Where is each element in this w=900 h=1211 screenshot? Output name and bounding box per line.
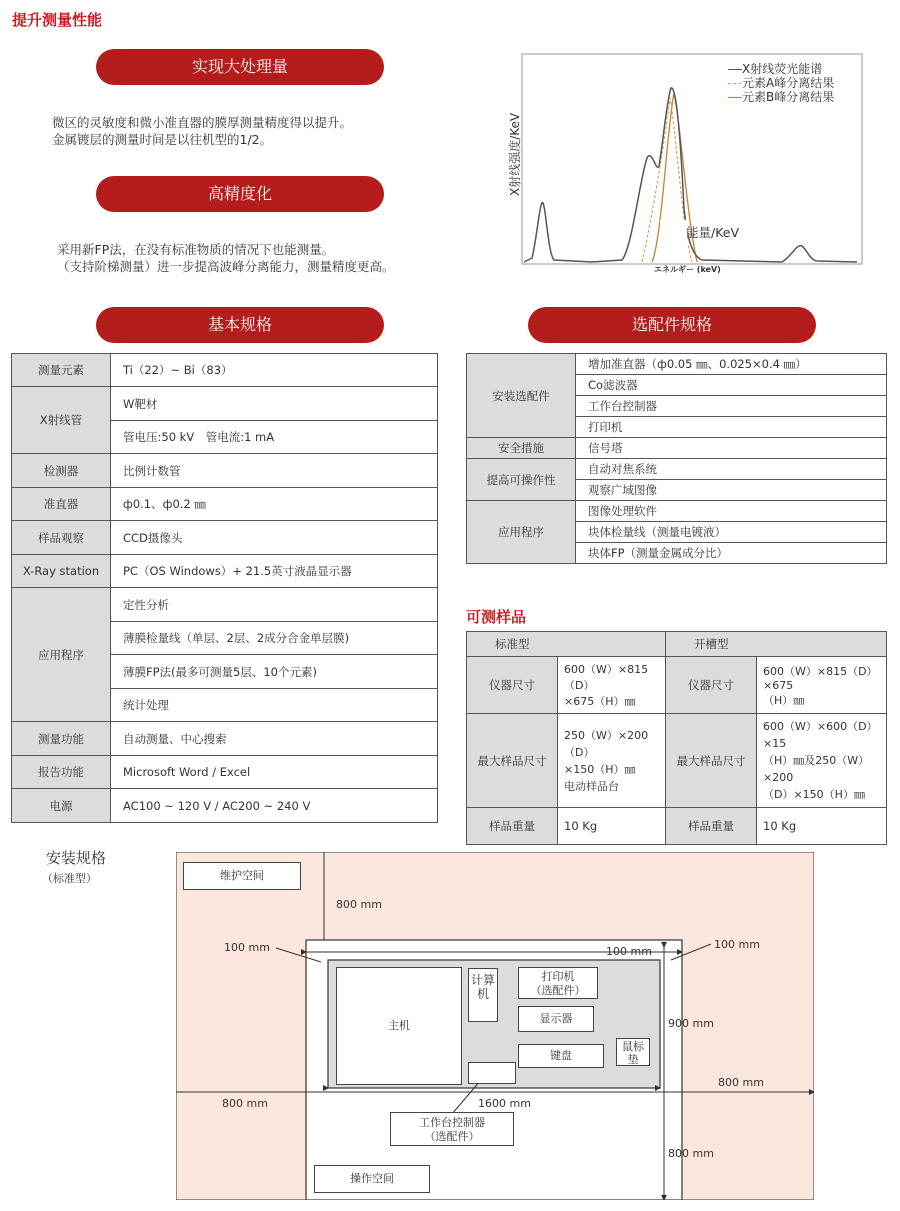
table-row <box>467 632 887 657</box>
spec-label: 准直器 <box>12 488 111 521</box>
stage-controller: 工作台控制器 （选配件） <box>390 1112 514 1146</box>
dim-left-100: 100 mm <box>224 941 270 954</box>
install-subheading: （标准型） <box>42 872 97 885</box>
table-row <box>467 501 887 522</box>
dim-top-800: 800 mm <box>336 898 382 911</box>
sample-label: 最大样品尺寸 <box>467 714 558 808</box>
install-heading: 安装规格 <box>46 849 107 867</box>
spec-label: 样品观察 <box>12 521 111 555</box>
samples-table <box>466 631 887 845</box>
sample-slot-value: 10 Kg <box>757 808 887 845</box>
spec-value: 工作台控制器 <box>576 396 887 417</box>
sample-label: 仪器尺寸 <box>666 657 757 714</box>
install-diagram <box>176 852 814 1200</box>
main-unit: 主机 <box>336 967 462 1085</box>
maintenance-space: 维护空间 <box>183 862 301 890</box>
spec-label: 应用程序 <box>467 501 576 564</box>
spec-value: 薄膜检量线（单层、2层、2成分合金单层膜) <box>111 622 438 655</box>
dim-bottom-800: 800 mm <box>668 1147 714 1160</box>
table-row <box>12 454 438 488</box>
spec-label: 检测器 <box>12 454 111 488</box>
table-row <box>12 521 438 555</box>
spec-value: 信号塔 <box>576 438 887 459</box>
legend-entry: 元素A峰分离结果 <box>728 76 834 90</box>
feature-precision-text: 采用新FP法，在没有标准物质的情况下也能测量。 （支持阶梯测量）进一步提高波峰分离能力，测量精度更高。 <box>57 242 395 274</box>
spec-value: 比例计数管 <box>111 454 438 488</box>
spectrum-figure <box>502 48 872 282</box>
spec-label: 测量元素 <box>12 354 111 387</box>
dim-right-100: 100 mm <box>714 938 760 951</box>
spec-value: Ti（22）~ Bi（83） <box>111 354 438 387</box>
table-row <box>467 438 887 459</box>
keyboard: 键盘 <box>518 1044 604 1068</box>
spectrum-legend <box>728 62 834 104</box>
spec-value: 自动对焦系统 <box>576 459 887 480</box>
sample-std-value: 10 Kg <box>558 808 666 845</box>
spec-value: W靶材 <box>111 387 438 421</box>
spec-value: 块体FP（测量金属成分比） <box>576 543 887 564</box>
table-row <box>12 588 438 622</box>
spec-value: Microsoft Word / Excel <box>111 756 438 789</box>
spectrum-x-label: 能量/KeV <box>686 225 740 240</box>
spectrum-y-label: X射线强度/KeV <box>508 112 522 196</box>
stage-controller-slot <box>468 1062 516 1084</box>
sample-slot-value: 600（W）×600（D）×15 （H）㎜及250（W）×200 （D）×150（H）㎜ <box>757 714 887 808</box>
spec-value: 图像处理软件 <box>576 501 887 522</box>
sample-label: 仪器尺寸 <box>467 657 558 714</box>
dim-left-800: 800 mm <box>222 1097 268 1110</box>
spec-label: X-Ray station <box>12 555 111 588</box>
spec-value: CCD摄像头 <box>111 521 438 555</box>
table-row <box>12 789 438 823</box>
spec-label: X射线管 <box>12 387 111 454</box>
feature-heading-throughput: 实现大处理量 <box>96 49 384 85</box>
sample-slot-value: 600（W）×815（D）×675 （H）㎜ <box>757 657 887 714</box>
feature-throughput-text: 微区的灵敏度和微小准直器的膜厚测量精度得以提升。 金属镀层的测量时间是以往机型的1/2。 <box>52 115 353 147</box>
legend-entry: X射线荧光能谱 <box>728 62 834 76</box>
dim-height-900: 900 mm <box>668 1017 714 1030</box>
operation-space: 操作空间 <box>314 1165 430 1193</box>
dim-right-800: 800 mm <box>718 1076 764 1089</box>
sample-label: 最大样品尺寸 <box>666 714 757 808</box>
spec-value: 观察广域图像 <box>576 480 887 501</box>
table-row <box>467 808 887 845</box>
spec-value: PC（OS Windows）+ 21.5英寸液晶显示器 <box>111 555 438 588</box>
spec-value: 自动测量、中心搜索 <box>111 722 438 756</box>
table-row <box>12 354 438 387</box>
spec-label: 报告功能 <box>12 756 111 789</box>
table-row <box>12 756 438 789</box>
table-row <box>467 354 887 375</box>
spec-value: 统计处理 <box>111 689 438 722</box>
basic-spec-table <box>11 353 438 823</box>
col-header-slot: 开槽型 <box>666 632 887 657</box>
spec-value: 增加准直器（ф0.05 ㎜、0.025×0.4 ㎜） <box>576 354 887 375</box>
spec-value: ф0.1、ф0.2 ㎜ <box>111 488 438 521</box>
table-row <box>467 714 887 808</box>
spec-label: 应用程序 <box>12 588 111 722</box>
col-header-standard: 标准型 <box>467 632 666 657</box>
spec-label: 安全措施 <box>467 438 576 459</box>
spec-value: AC100 ~ 120 V / AC200 ~ 240 V <box>111 789 438 823</box>
table-row <box>12 387 438 421</box>
spec-value: Co滤波器 <box>576 375 887 396</box>
label-backdrop <box>660 220 688 246</box>
dim-width-1600: 1600 mm <box>478 1097 531 1110</box>
legend-entry: 元素B峰分离结果 <box>728 90 834 104</box>
spectrum-x-label-jp: エネルギー (keV) <box>654 265 721 274</box>
spec-value: 管电压:50 kV 管电流:1 mA <box>111 421 438 454</box>
option-spec-table <box>466 353 887 564</box>
sample-label: 样品重量 <box>467 808 558 845</box>
feature-heading-precision: 高精度化 <box>96 176 384 212</box>
spec-label: 提高可操作性 <box>467 459 576 501</box>
dim-inner-100: 100 mm <box>606 945 652 958</box>
option-spec-heading: 选配件规格 <box>528 307 816 343</box>
computer: 计算机 <box>468 968 498 1022</box>
table-row <box>12 722 438 756</box>
spec-value: 块体检量线（测量电镀液） <box>576 522 887 543</box>
spec-value: 定性分析 <box>111 588 438 622</box>
spec-label: 电源 <box>12 789 111 823</box>
monitor: 显示器 <box>518 1006 594 1032</box>
table-row <box>12 555 438 588</box>
spec-label: 测量功能 <box>12 722 111 756</box>
spec-value: 打印机 <box>576 417 887 438</box>
basic-spec-heading: 基本规格 <box>96 307 384 343</box>
sample-std-value: 250（W）×200（D） ×150（H）㎜ 电动样品台 <box>558 714 666 808</box>
spec-label: 安装选配件 <box>467 354 576 438</box>
mousepad: 鼠标垫 <box>616 1038 650 1066</box>
page-title: 提升测量性能 <box>12 11 103 29</box>
samples-heading: 可测样品 <box>466 608 527 626</box>
table-row <box>467 657 887 714</box>
install-layout-svg <box>176 852 814 1200</box>
spec-value: 薄膜FP法(最多可测量5层、10个元素) <box>111 655 438 689</box>
sample-std-value: 600（W）×815（D） ×675（H）㎜ <box>558 657 666 714</box>
sample-label: 样品重量 <box>666 808 757 845</box>
table-row <box>467 459 887 480</box>
table-row <box>12 488 438 521</box>
printer: 打印机 （选配件） <box>518 967 598 999</box>
